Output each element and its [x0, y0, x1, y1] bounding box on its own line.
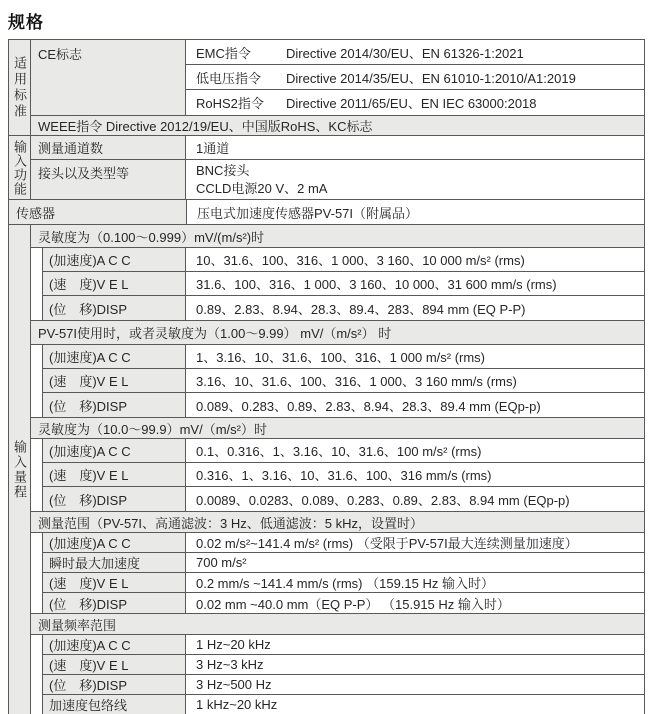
connector-value: [186, 160, 644, 199]
sensor-row: [9, 200, 644, 224]
page-title: 规格: [8, 13, 44, 32]
connector-line-2: CCLD电源20 V、2 mA: [196, 180, 328, 196]
acc-value: 10、31.6、100、316、1 000、3 160、10 000 m/s² (rms): [196, 253, 525, 268]
group-header: 测量范围（PV-57I、高通滤波：3 Hz、低通滤波：5 kHz，设置时）: [31, 512, 644, 533]
connector-row: [31, 160, 644, 199]
acc-envelope-value: 1 kHz~20 kHz: [196, 697, 278, 712]
vel-value: 0.2 mm/s ~141.4 mm/s (rms) （159.15 Hz 输入时）: [196, 576, 494, 591]
vel-value: 3 Hz~3 kHz: [196, 657, 264, 672]
group-header: 测量频率范围: [31, 614, 644, 635]
gutter: [31, 439, 42, 511]
acc-row: [43, 248, 644, 272]
disp-label: (位 移)DISP: [43, 487, 186, 511]
acc-label: (加速度)A C C: [43, 439, 186, 462]
disp-row: [43, 487, 644, 511]
acc-label: (加速度)A C C: [43, 345, 186, 368]
frequency-range-group: [31, 614, 644, 714]
connector-label: 接头以及类型等: [31, 160, 186, 199]
acc-row: [43, 635, 644, 655]
sensitivity-group-mid: [31, 321, 644, 418]
disp-value: 3 Hz~500 Hz: [196, 677, 272, 692]
directive-name: RoHS2指令: [196, 96, 264, 111]
acc-label: (加速度)A C C: [43, 635, 186, 654]
channel-count-label: 测量通道数: [31, 136, 186, 159]
vel-value: 0.316、1、3.16、10、31.6、100、316 mm/s (rms): [196, 468, 492, 483]
gutter: [31, 345, 42, 417]
vel-row: [43, 573, 644, 593]
acc-envelope-row: [43, 695, 644, 714]
acc-value: 0.02 m/s²~141.4 m/s² (rms) （受限于PV-57I最大连续测量加速度）: [196, 536, 578, 551]
vel-value: 3.16、10、31.6、100、316、1 000、3 160 mm/s (rms): [196, 374, 517, 389]
acc-envelope-label: 加速度包络线: [43, 695, 186, 714]
channel-count-value: 1通道: [196, 141, 230, 156]
group-header: PV-57I使用时，或者灵敏度为（1.00～9.99） mV/（m/s²） 时: [31, 321, 644, 345]
channel-count-row: [31, 136, 644, 160]
acc-value: 0.1、0.316、1、3.16、10、31.6、100 m/s² (rms): [196, 444, 482, 459]
acc-value: 1 Hz~20 kHz: [196, 637, 271, 652]
standards-section: [9, 40, 644, 136]
input-function-section: [9, 136, 644, 200]
sensor-section: [9, 200, 644, 225]
input-range-section: [9, 225, 644, 714]
vel-row: [43, 655, 644, 675]
group-header: 灵敏度为（10.0～99.9）mV/（m/s²）时: [31, 418, 644, 439]
directive-value: Directive 2014/35/EU、EN 61010-1:2010/A1:2019: [286, 70, 576, 86]
side-label-input-function: 输入功能: [9, 136, 31, 199]
acc-row: [43, 439, 644, 463]
spec-table: [8, 39, 645, 714]
ce-mark-label: CE标志: [31, 40, 186, 115]
disp-value: 0.89、2.83、8.94、28.3、89.4、283、894 mm (EQ P-P): [196, 301, 526, 317]
vel-label: (速 度)V E L: [43, 573, 186, 592]
weee-row: WEEE指令 Directive 2012/19/EU、中国版RoHS、KC标志: [31, 116, 644, 135]
ce-mark-row: [31, 40, 644, 116]
instant-max-acc-row: [43, 553, 644, 573]
disp-row: [43, 675, 644, 695]
disp-label: (位 移)DISP: [43, 675, 186, 694]
directive-row-low-voltage: [186, 65, 644, 90]
vel-row: [43, 369, 644, 393]
vel-label: (速 度)V E L: [43, 463, 186, 486]
instant-max-acc-label: 瞬时最大加速度: [43, 553, 186, 572]
measurement-range-group: [31, 512, 644, 614]
acc-value: 1、3.16、10、31.6、100、316、1 000 m/s² (rms): [196, 350, 486, 365]
disp-label: (位 移)DISP: [43, 296, 186, 320]
vel-row: [43, 463, 644, 487]
sensor-value: 压电式加速度传感器PV-57I（附属品）: [197, 205, 419, 221]
acc-row: [43, 345, 644, 369]
disp-row: [43, 296, 644, 320]
directive-row-emc: [186, 40, 644, 65]
gutter: [31, 635, 42, 714]
connector-line-1: BNC接头: [196, 162, 250, 178]
side-label-standards: 适用标准: [9, 40, 31, 135]
directive-name: 低电压指令: [196, 70, 262, 86]
directive-name: EMC指令: [196, 45, 251, 61]
vel-label: (速 度)V E L: [43, 272, 186, 295]
acc-label: (加速度)A C C: [43, 248, 186, 271]
disp-value: 0.02 mm ~40.0 mm（EQ P-P） （15.915 Hz 输入时）: [196, 596, 510, 612]
disp-value: 0.089、0.283、0.89、2.83、8.94、28.3、89.4 mm (EQp-p): [196, 398, 541, 414]
disp-row: [43, 593, 644, 613]
disp-row: [43, 393, 644, 417]
ce-directives: [186, 40, 644, 115]
sensor-label: 传感器: [9, 200, 187, 224]
gutter: [31, 533, 42, 613]
acc-row: [43, 533, 644, 553]
vel-label: (速 度)V E L: [43, 655, 186, 674]
disp-value: 0.0089、0.0283、0.089、0.283、0.89、2.83、8.94 mm (EQp-p): [196, 492, 570, 508]
side-label-input-range: 输入量程: [9, 225, 31, 714]
directive-row-rohs2: [186, 90, 644, 115]
directive-value: Directive 2014/30/EU、EN 61326-1:2021: [286, 45, 524, 61]
vel-label: (速 度)V E L: [43, 369, 186, 392]
instant-max-acc-value: 700 m/s²: [196, 555, 247, 570]
group-header: 灵敏度为（0.100～0.999）mV/(m/s²)时: [31, 225, 644, 248]
acc-label: (加速度)A C C: [43, 533, 186, 552]
gutter: [31, 248, 42, 320]
disp-label: (位 移)DISP: [43, 593, 186, 613]
directive-value: Directive 2011/65/EU、EN IEC 63000:2018: [286, 96, 537, 111]
sensitivity-group-low: [31, 225, 644, 321]
vel-value: 31.6、100、316、1 000、3 160、10 000、31 600 mm/s (rms): [196, 277, 557, 292]
sensitivity-group-high: [31, 418, 644, 512]
vel-row: [43, 272, 644, 296]
disp-label: (位 移)DISP: [43, 393, 186, 417]
